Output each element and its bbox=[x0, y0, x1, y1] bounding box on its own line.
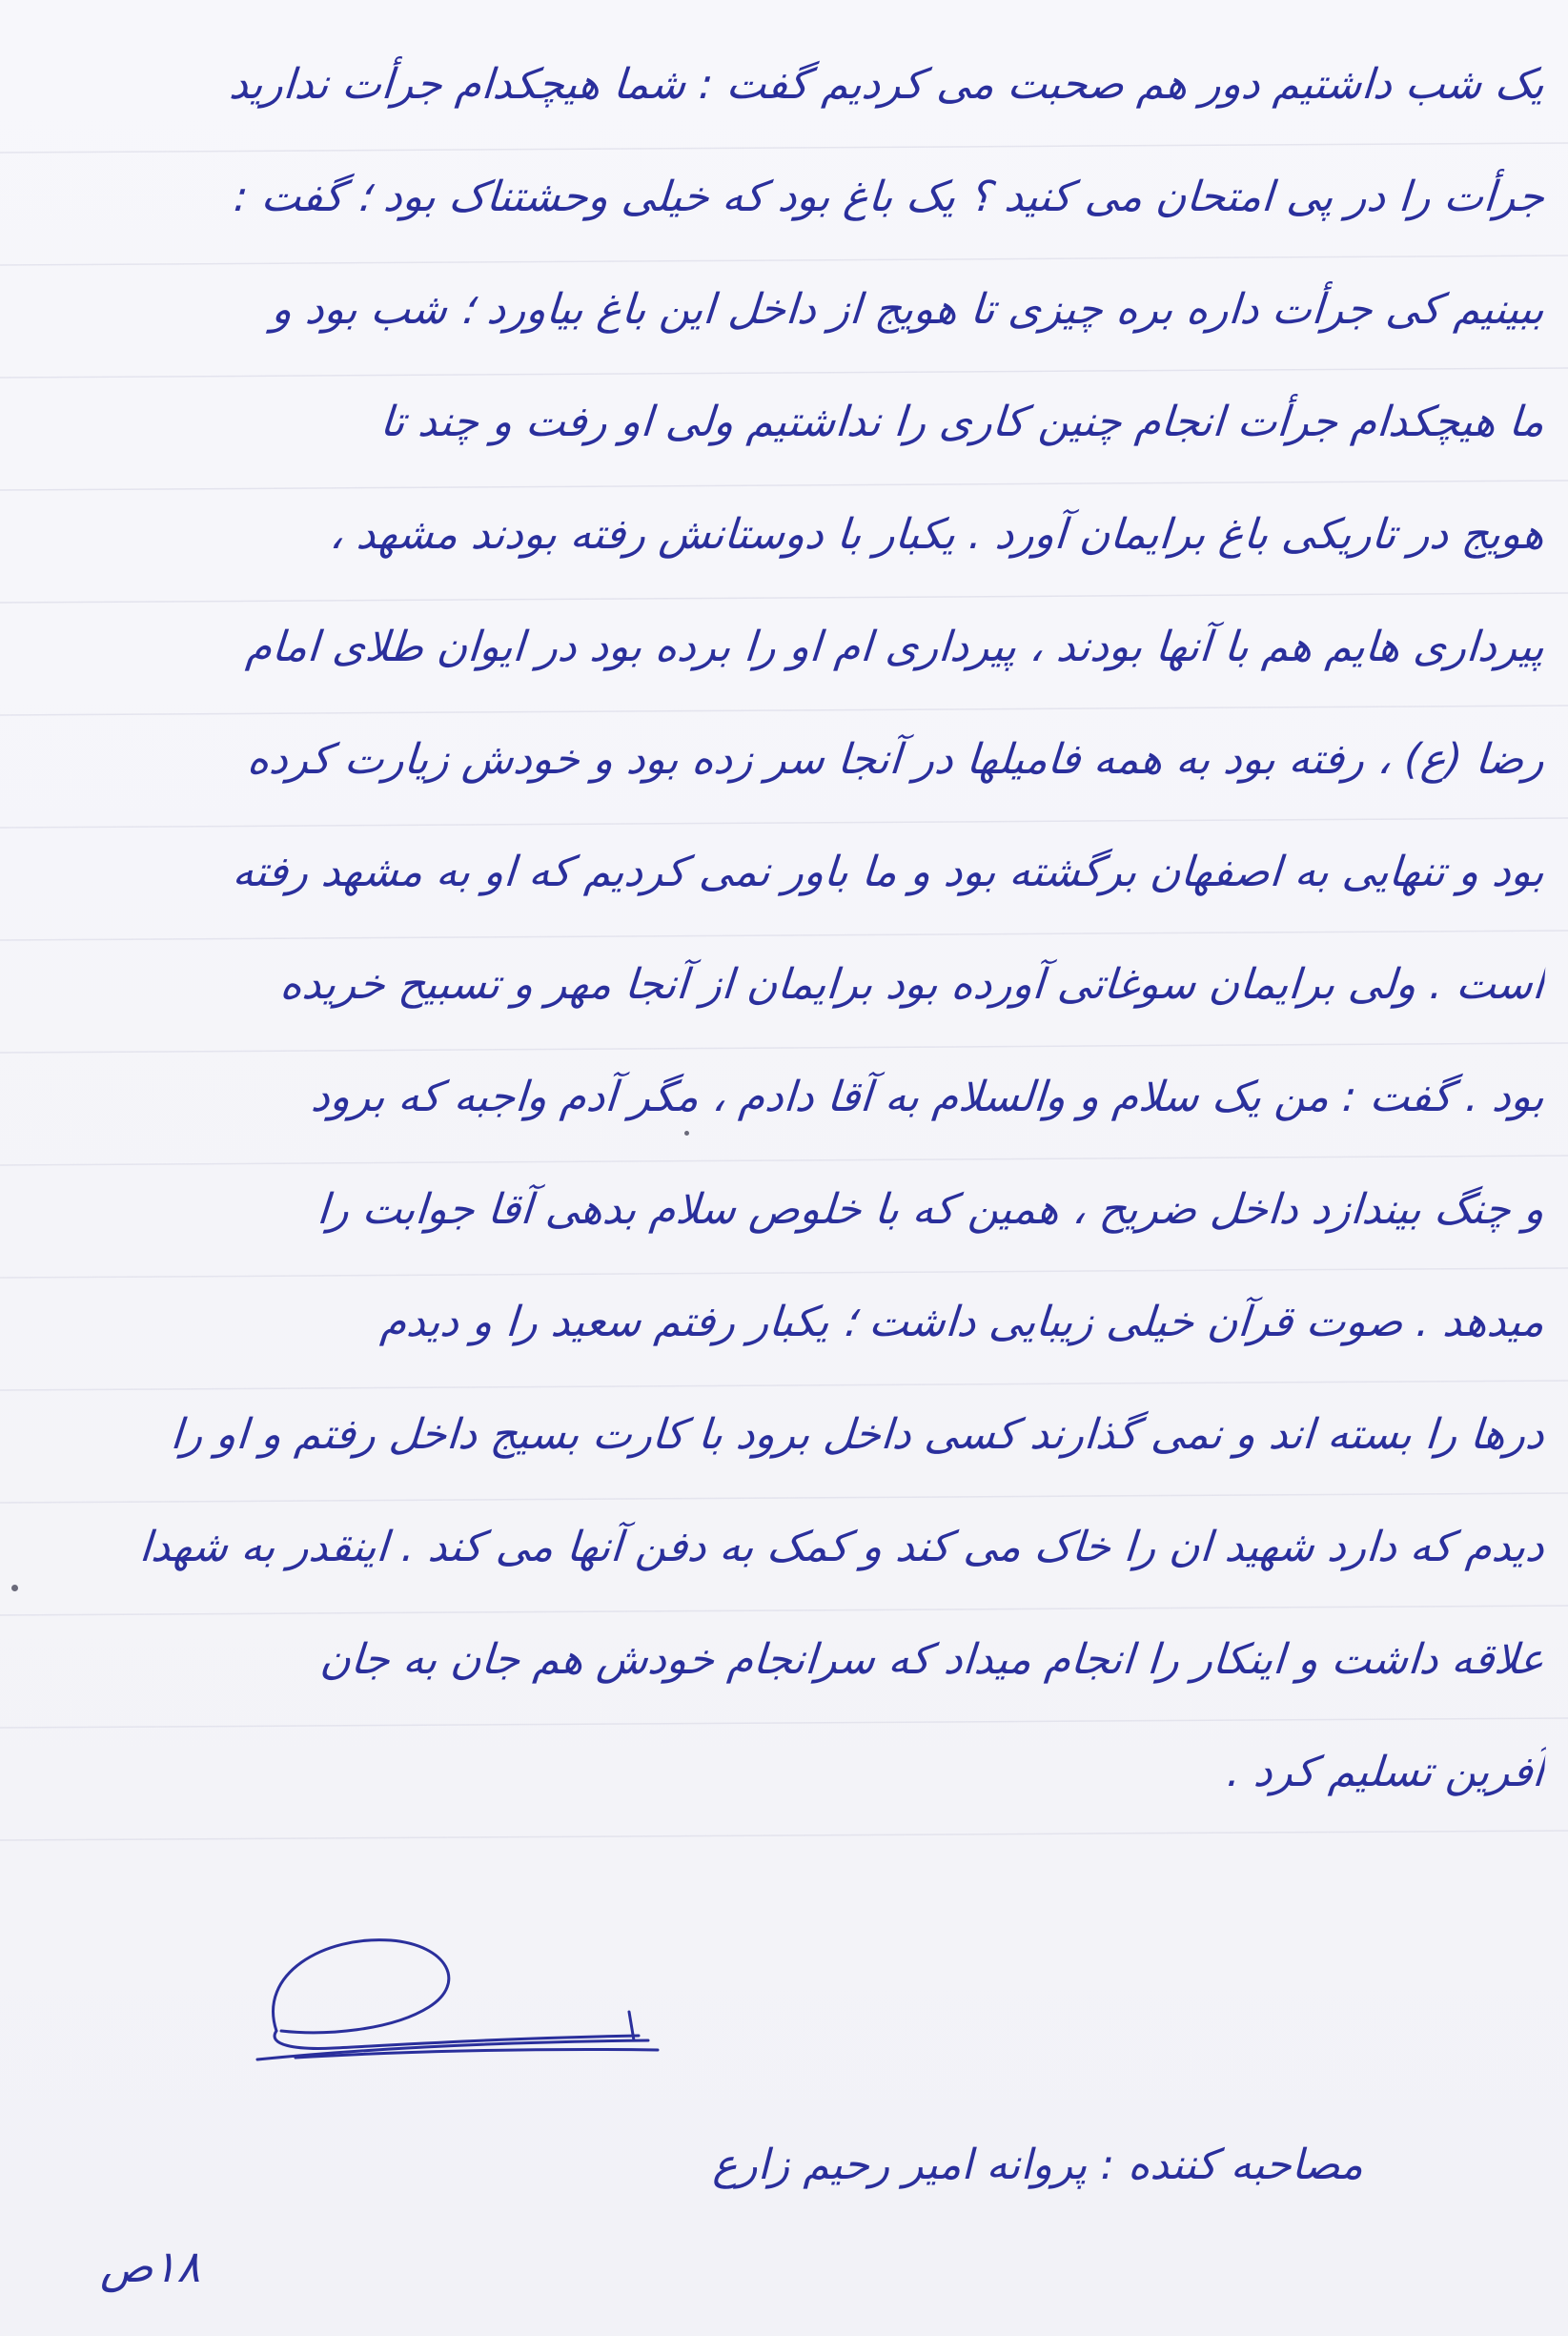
text-line-6: پیرداری هایم هم با آنها بودند ، پیرداری ام او را برده بود در ایوان طلای امام bbox=[244, 623, 1546, 671]
signature bbox=[238, 1916, 677, 2107]
page-number: ۱۸ص bbox=[100, 2241, 201, 2292]
text-line-9: است . ولی برایمان سوغاتی آورده بود برایمان از آنجا مهر و تسبیح خریده bbox=[278, 960, 1546, 1009]
interviewer-line: مصاحبه کننده : پروانه امیر رحیم زارع bbox=[712, 2141, 1363, 2189]
text-line-8: بود و تنهایی به اصفهان برگشته بود و ما باور نمی کردیم که او به مشهد رفته bbox=[231, 848, 1546, 896]
handwritten-text-block bbox=[29, 29, 1544, 1829]
text-line-1: یک شب داشتیم دور هم صحبت می کردیم گفت : شما هیچکدام جرأت ندارید bbox=[227, 60, 1546, 109]
paper-speck bbox=[684, 1131, 689, 1136]
text-line-15: علاقه داشت و اینکار را انجام میداد که سرانجام خودش هم جان به جان bbox=[318, 1635, 1546, 1684]
text-line-12: میدهد . صوت قرآن خیلی زیبایی داشت ؛ یکبار رفتم سعید را و دیدم bbox=[378, 1298, 1546, 1346]
paper-speck bbox=[11, 1585, 18, 1591]
text-line-16: آفرین تسلیم کرد . bbox=[1225, 1748, 1546, 1796]
text-line-3: ببینیم کی جرأت داره بره چیزی تا هویج از داخل این باغ بیاورد ؛ شب بود و bbox=[270, 285, 1546, 334]
text-line-7: رضا (ع) ، رفته بود به همه فامیلها در آنجا سر زده بود و خودش زیارت کرده bbox=[245, 735, 1546, 784]
text-line-11: و چنگ بیندازد داخل ضریح ، همین که با خلوص سلام بدهی آقا جوابت را bbox=[315, 1185, 1546, 1234]
text-line-10: بود . گفت : من یک سلام و والسلام به آقا دادم ، مگر آدم واجبه که برود bbox=[309, 1073, 1546, 1121]
text-line-4: ما هیچکدام جرأت انجام چنین کاری را نداشتیم ولی او رفت و چند تا bbox=[378, 398, 1546, 446]
text-line-14: دیدم که دارد شهید ان را خاک می کند و کمک به دفن آنها می کند . اینقدر به شهدا bbox=[137, 1523, 1546, 1571]
text-line-5: هویج در تاریکی باغ برایمان آورد . یکبار با دوستانش رفته بودند مشهد ، bbox=[328, 510, 1546, 559]
text-line-13: درها را بسته اند و نمی گذارند کسی داخل برود با کارت بسیج داخل رفتم و او را bbox=[169, 1410, 1546, 1459]
text-line-2: جرأت را در پی امتحان می کنید ؟ یک باغ بود که خیلی وحشتناک بود ؛ گفت : bbox=[232, 173, 1546, 221]
